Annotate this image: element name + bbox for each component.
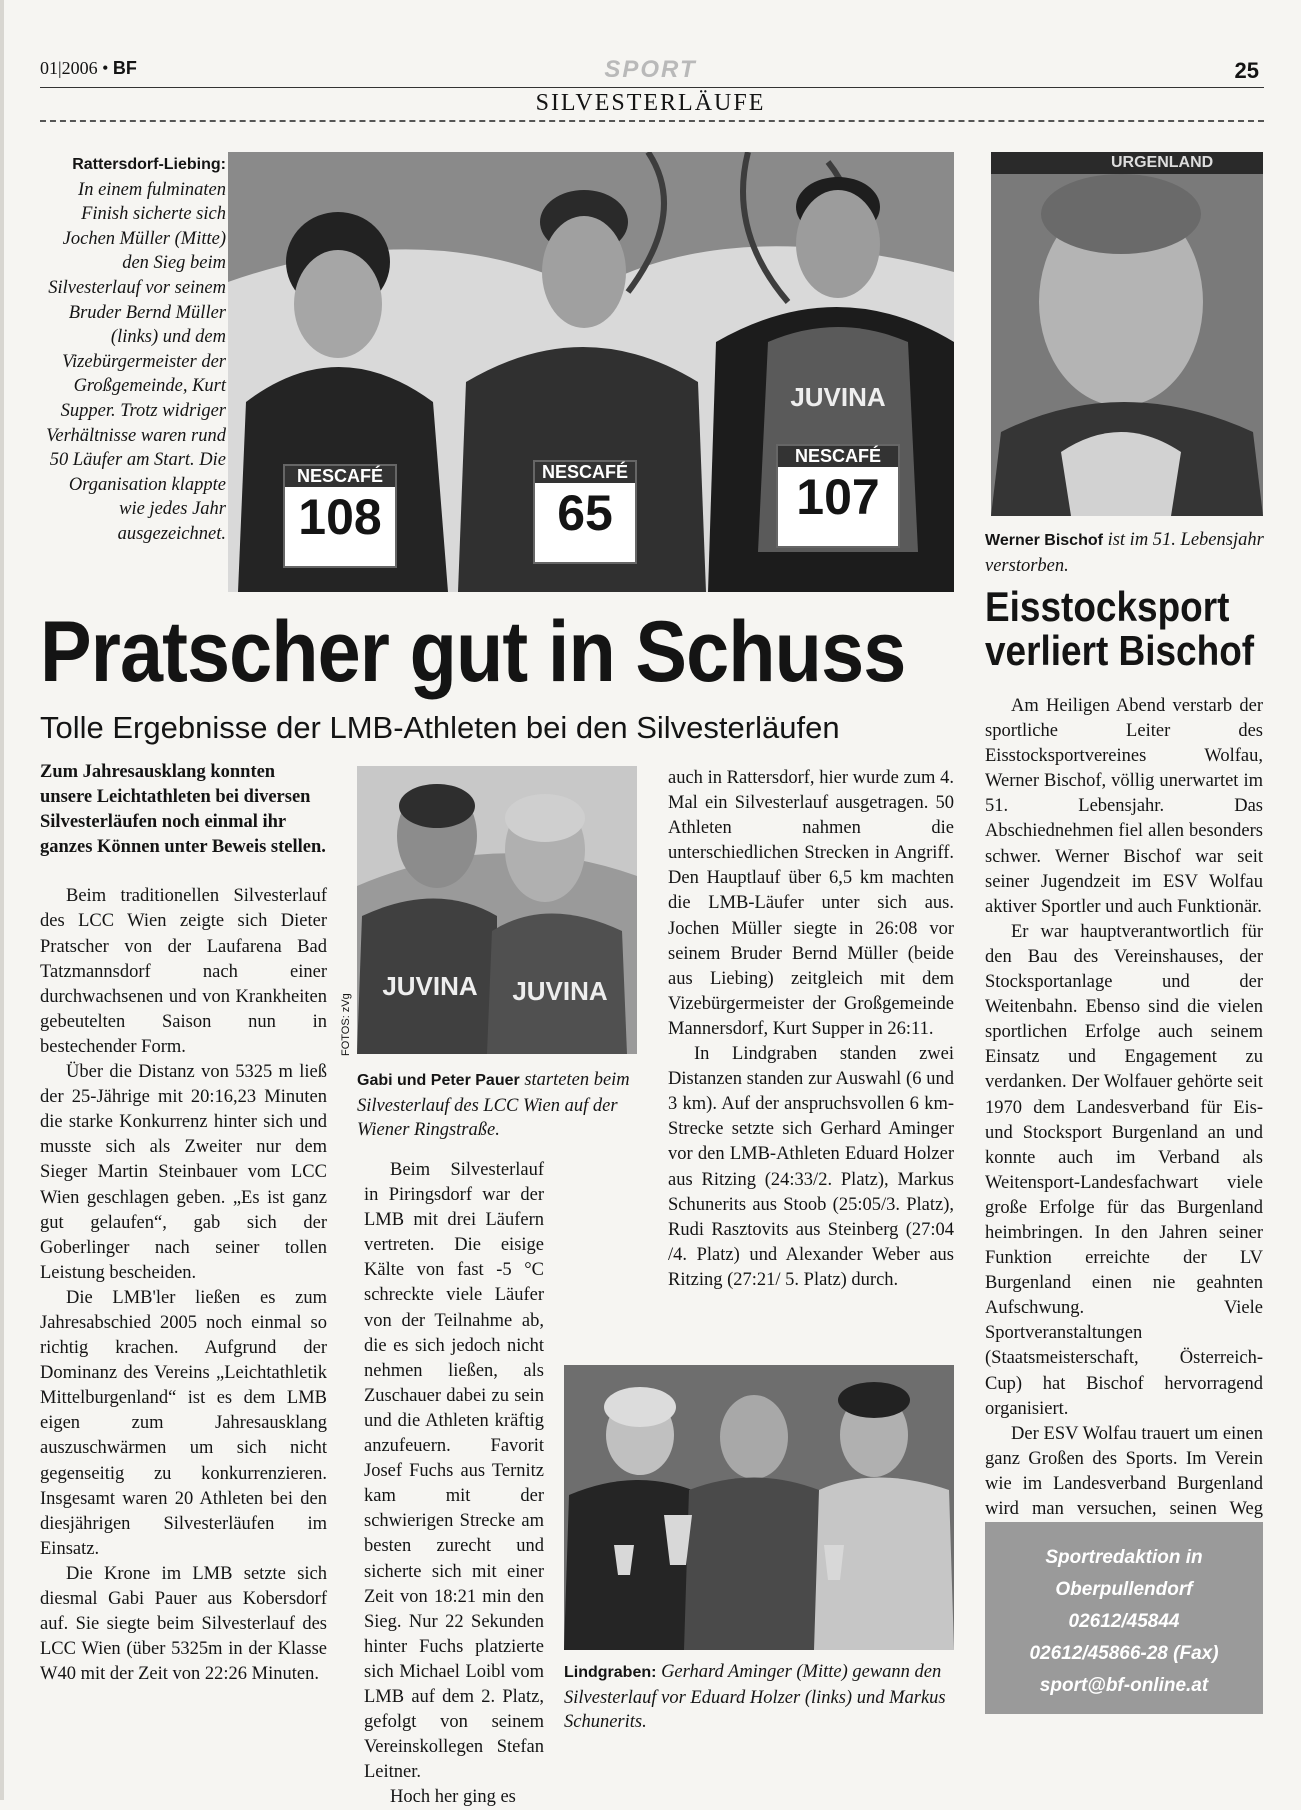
side-headline-line2: verliert Bischof xyxy=(985,627,1255,674)
shirt-sponsor: JUVINA xyxy=(790,382,886,412)
article-paragraph: In Lindgraben standen zwei Distanzen standen zur Auswahl (6 und 3 km). Auf der anspruchsvollen 6 km-Strecke setzte sich Gerhard Aminger vor den LMB-Athleten Eduard Holzer aus Ritzing (24:33/2. Platz), Markus Schunerits aus Stoob (25:05/3. Platz), Rudi Rasztovits aus Steinberg (27:04 /4. Platz) und Alexander Weber aus Ritzing (27:21/ 5. Platz) durch. xyxy=(668,1044,954,1290)
side-headline xyxy=(985,583,1255,674)
pauer-caption xyxy=(357,1068,642,1143)
lindgraben-photo xyxy=(564,1365,954,1650)
page-edge xyxy=(0,0,4,1800)
pauer-caption-text: starteten beim Silvesterlauf des LCC Wien auf der Wiener Ringstraße. xyxy=(357,1070,630,1140)
side-headline-line1: Eisstocksport xyxy=(985,583,1230,630)
bib-number: 107 xyxy=(796,469,880,525)
pauer-graphic xyxy=(357,766,637,1054)
main-headline: Pratscher gut in Schuss xyxy=(40,604,906,700)
article-column-1 xyxy=(40,760,327,1687)
photo1-caption-text: In einem fulminaten Finish sicherte sich Jochen Müller (Mitte) den Sieg beim Silvesterlauf vor seinem Bruder Bernd Müller (links) und dem Vizebürgermeister der Großgemeinde, Kurt Supper. Trotz widriger Verhältnisse waren rund 50 Läufer am Start. Die Organisation klappte wie jedes Jahr ausgezeichnet. xyxy=(46,179,226,544)
runners-photo xyxy=(228,152,954,592)
lindgraben-caption xyxy=(564,1660,959,1735)
bib-sponsor: NESCAFÉ xyxy=(535,462,635,483)
photo-credit: FOTOS: zVg xyxy=(340,993,352,1056)
publication-name: BF xyxy=(112,58,137,78)
photo1-caption-place: Rattersdorf-Liebing: xyxy=(72,156,226,173)
side-article-body xyxy=(985,694,1263,1547)
bib-sponsor: NESCAFÉ xyxy=(778,446,898,467)
contact-phone: 02612/45844 xyxy=(1068,1611,1180,1632)
header-rule xyxy=(40,87,1264,88)
article-lead: Zum Jahresausklang konnten unsere Leichtathleten bei diversen Silvesterläufen noch einmal ihr ganzes Können unter Beweis stellen. xyxy=(40,762,326,858)
bib-number: 108 xyxy=(298,489,382,545)
article-paragraph: Beim traditionellen Silvesterlauf des LCC Wien zeigte sich Dieter Pratscher von der Laufarena Bad Tatzmannsdorf nach einer durchwachsenen und von Krankheiten gebeutelten Saison nun in bestechender Form. xyxy=(40,886,327,1057)
side-paragraph: Er war hauptverantwortlich für den Bau des Vereinshauses, der Stocksportanlage und der Weitenbahn. Ebenso sind die vielen sportlichen Erfolge auch seinem Einsatz und Engagement zu verdanken. Der Wolfauer gehörte seit 1970 dem Landesverband für Eis- und Stocksport Burgenland an und konnte auch im Verband als Weitensport-Landesfachwart viele große Erfolge für das Burgenland heimbringen. In den Jahren seiner Funktion erreichte der LV Burgenland einen nie geahnten Aufschwung. Viele Sportveranstaltungen (Staatsmeisterschaft, Österreich-Cup) hat Bischof hervorragend organisiert. xyxy=(985,921,1263,1419)
dashed-divider xyxy=(40,120,1264,122)
pauer-photo xyxy=(357,766,637,1054)
lindgraben-graphic xyxy=(564,1365,954,1650)
article-column-2 xyxy=(364,1158,544,1810)
contact-line: Sportredaktion in xyxy=(1045,1547,1203,1568)
contact-box xyxy=(985,1522,1263,1714)
contact-email: sport@bf-online.at xyxy=(1039,1675,1209,1696)
portrait-photo xyxy=(991,152,1263,516)
contact-line: Oberpullendorf xyxy=(1055,1579,1193,1600)
bib-sponsor: NESCAFÉ xyxy=(285,466,395,487)
bib-65 xyxy=(533,460,637,564)
banner-text: URGENLAND xyxy=(1111,154,1214,171)
article-paragraph: Über die Distanz von 5325 m ließ der 25-Jährige mit 20:16,23 Minuten die starke Konkurrenz hinter sich und musste sich als Zweiter nur dem Sieger Martin Steinbauer vom LCC Wien geschlagen geben. „Es ist ganz gut gelaufen“, gab sich der Goberlinger nach seiner tollen Leistung bescheiden. xyxy=(40,1062,327,1283)
main-subhead: Tolle Ergebnisse der LMB-Athleten bei den Silvesterläufen xyxy=(40,710,840,745)
issue-number: 01|2006 xyxy=(40,58,98,78)
pauer-caption-names: Gabi und Peter Pauer xyxy=(357,1072,520,1089)
page-number: 25 xyxy=(1234,58,1259,83)
shirt-text-right: JUVINA xyxy=(512,976,608,1006)
article-paragraph: Die LMB'ler ließen es zum Jahresabschied 2005 noch einmal so richtig krachen. Aufgrund der Dominanz des Vereins „Leichtathletik Mittelburgenland“ ist es dem LMB eigen zum Jahresausklang auszuschwärmen um sich nicht gegenseitig zu konkurrenzieren. Insgesamt waren 20 Athleten bei den diesjährigen Silvesterläufen im Einsatz. xyxy=(40,1287,327,1559)
side-paragraph: Der ESV Wolfau trauert um einen ganz Großen des Sports. Im Verein wie im Landesverband Burgenland wird man versuchen, seinen Weg xyxy=(985,1423,1263,1519)
shirt-text-left: JUVINA xyxy=(382,971,478,1001)
side-paragraph: Am Heiligen Abend verstarb der sportliche Leiter des Eisstocksportvereines Wolfau, Werner Bischof, völlig unerwartet im 51. Lebensjahr. Das Abschiednehmen fiel allen besonders schwer. Werner Bischof war seit seiner Jugendzeit im ESV Wolfau aktiver Sportler und auch Funktionär. xyxy=(985,696,1263,917)
contact-fax: 02612/45866-28 (Fax) xyxy=(1029,1643,1219,1664)
issue-info: 01|2006 • BF xyxy=(40,58,137,78)
bib-108 xyxy=(283,464,397,568)
bib-number: 65 xyxy=(557,485,613,541)
portrait-caption-text: ist im 51. Lebensjahr verstorben. xyxy=(985,530,1264,576)
portrait-caption-name: Werner Bischof xyxy=(985,532,1103,549)
article-column-3 xyxy=(668,766,954,1293)
portrait-caption xyxy=(985,528,1265,578)
article-paragraph: Beim Silvesterlauf in Piringsdorf war der LMB mit drei Läufern vertreten. Die eisige Kälte von fast -5 °C schreckte viele Läufer von der Teilnahme ab, die es sich jedoch nicht nehmen ließen, als Zuschauer dabei zu sein und die Athleten kräftig anzufeuern. Favorit Josef Fuchs aus Ternitz kam mit der schwierigen Strecke am besten zurecht und sicherte sich mit einer Zeit von 18:21 min den Sieg. Nur 22 Sekunden hinter Fuchs platzierte sich Michael Loibl vom LMB auf dem 2. Platz, gefolgt von seinem Vereinskollegen Stefan Leitner. xyxy=(364,1160,544,1783)
article-paragraph: auch in Rattersdorf, hier wurde zum 4. Mal ein Silvesterlauf ausgetragen. 50 Athleten nahmen die unterschiedlichen Strecken in Angriff. Den Hauptlauf über 6,5 km machten die LMB-Läufer unter sich aus. Jochen Müller siegte in 26:08 vor seinem Bruder Bernd Müller (beide aus Liebing) zeitgleich mit dem Vizebürgermeister der Großgemeinde Mannersdorf, Kurt Supper in 26:11. xyxy=(668,768,954,1039)
article-paragraph: Hoch her ging es xyxy=(390,1787,516,1808)
photo1-caption xyxy=(40,152,226,547)
section-label: SPORT xyxy=(604,56,697,83)
lindgraben-caption-text: Gerhard Aminger (Mitte) gewann den Silvesterlauf vor Eduard Holzer (links) und Markus Schunerits. xyxy=(564,1662,946,1732)
bib-107 xyxy=(776,444,900,548)
topic-title: SILVESTERLÄUFE xyxy=(535,90,766,116)
article-paragraph: Die Krone im LMB setzte sich diesmal Gabi Pauer aus Kobersdorf auf. Sie siegte beim Silvesterlauf des LCC Wien (über 5325m in der Klasse W40 mit der Zeit von 22:26 Minuten. xyxy=(40,1563,327,1685)
portrait-graphic xyxy=(991,152,1263,516)
lindgraben-caption-place: Lindgraben: xyxy=(564,1664,657,1681)
